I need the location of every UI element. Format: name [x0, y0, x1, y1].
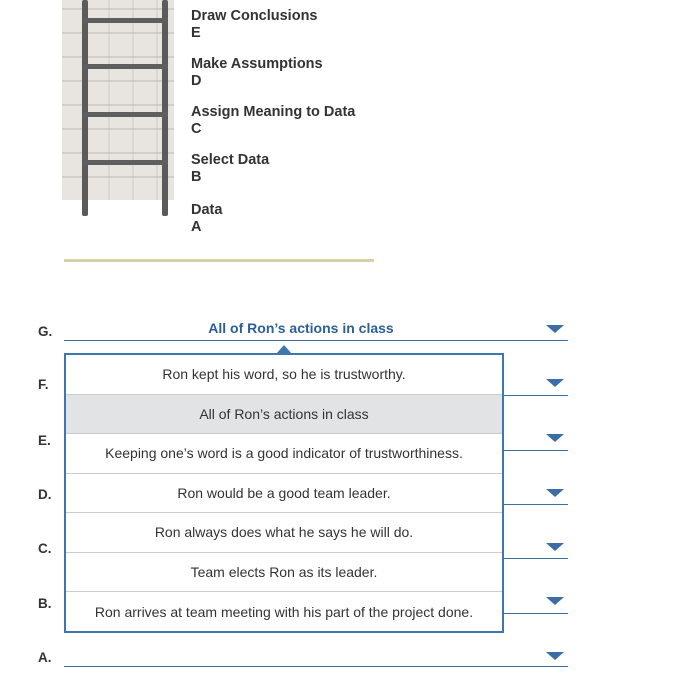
chevron-down-icon[interactable] — [546, 597, 564, 605]
ladder-rail-right — [162, 0, 168, 216]
step-letter: B — [191, 169, 202, 185]
ladder-step — [191, 56, 323, 90]
chevron-down-icon[interactable] — [546, 434, 564, 442]
chevron-down-icon[interactable] — [546, 652, 564, 660]
dropdown-option[interactable]: Team elects Ron as its leader. — [66, 553, 502, 593]
ladder-rung — [82, 112, 168, 117]
ladder-step — [191, 8, 318, 42]
chevron-down-icon[interactable] — [546, 325, 564, 333]
dropdown-option[interactable]: Ron arrives at team meeting with his part of the project done. — [94, 603, 474, 620]
ladder-rung — [82, 64, 168, 69]
dropdown-option[interactable]: Ron would be a good team leader. — [66, 474, 502, 514]
step-label: Select Data — [191, 152, 270, 168]
step-label: Draw Conclusions — [191, 8, 318, 24]
ladder-rung — [82, 18, 168, 23]
ladder-step — [191, 152, 269, 186]
step-letter: D — [191, 73, 202, 89]
brick-wall — [62, 0, 174, 200]
dropdown-list[interactable] — [64, 353, 504, 633]
ladder-image — [62, 0, 172, 218]
dropdown-option[interactable]: Ron always does what he says he will do. — [66, 513, 502, 553]
chevron-down-icon[interactable] — [546, 489, 564, 497]
row-g-select-underline[interactable] — [64, 340, 568, 341]
row-g-selected-value[interactable]: All of Ron’s actions in class — [208, 320, 394, 336]
section-divider — [64, 259, 374, 262]
row-letter-f: F. — [38, 377, 49, 392]
row-letter-g: G. — [38, 324, 53, 339]
step-letter: C — [191, 121, 202, 137]
step-letter: E — [191, 25, 201, 41]
step-label: Make Assumptions — [191, 56, 323, 72]
row-letter-d: D. — [38, 487, 52, 502]
dropdown-option[interactable]: Ron kept his word, so he is trustworthy. — [66, 355, 502, 395]
ladder-rung — [82, 160, 168, 165]
step-label: Assign Meaning to Data — [191, 104, 356, 120]
chevron-down-icon[interactable] — [546, 379, 564, 387]
step-letter: A — [191, 219, 202, 235]
dropdown-option-selected[interactable]: All of Ron’s actions in class — [66, 395, 502, 435]
row-letter-a: A. — [38, 650, 52, 665]
ladder-step — [191, 104, 355, 138]
step-label: Data — [191, 202, 223, 218]
row-letter-b: B. — [38, 596, 52, 611]
row-a-select-underline[interactable] — [64, 666, 568, 667]
dropdown-option[interactable]: Keeping one’s word is a good indicator of trustworthiness. — [66, 434, 502, 474]
chevron-down-icon[interactable] — [546, 543, 564, 551]
row-letter-c: C. — [38, 541, 52, 556]
ladder-step — [191, 202, 222, 236]
ladder-rail-left — [82, 0, 88, 216]
row-letter-e: E. — [38, 433, 51, 448]
